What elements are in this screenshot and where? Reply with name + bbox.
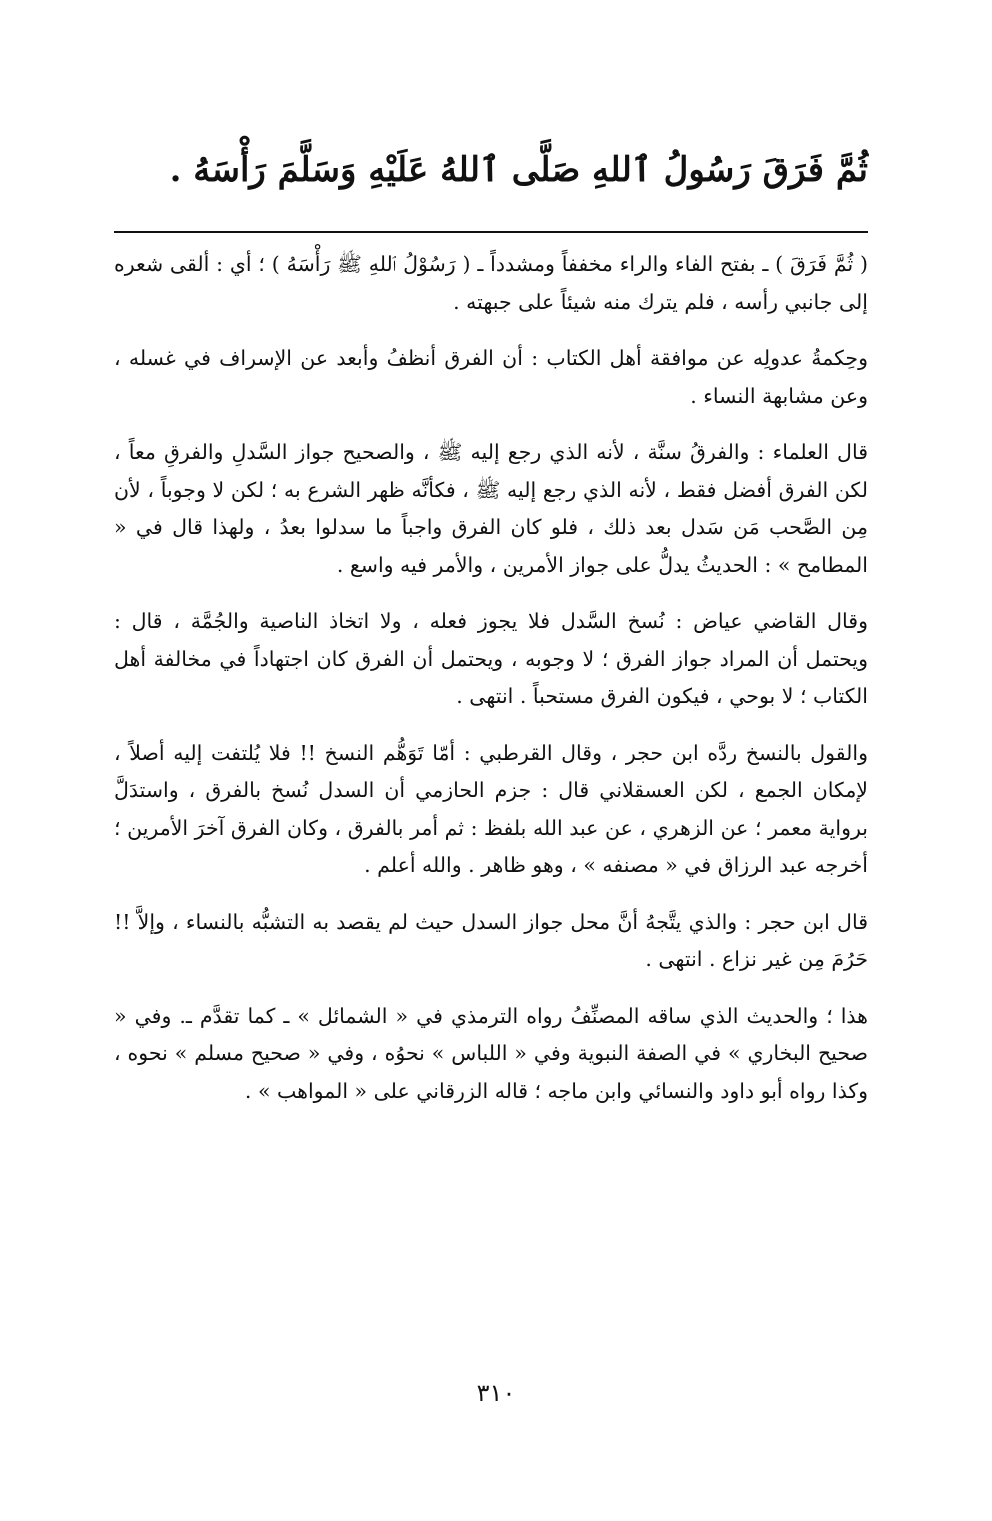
commentary-paragraph-7: هذا ؛ والحديث الذي ساقه المصنِّفُ رواه الترمذي في « الشمائل » ـ كما تقدَّم ـ. وفي « صحيح البخاري » في الصفة النبوية وفي « اللباس » نحوُه ، وفي « صحيح مسلم » نحوه ، وكذا رواه أبو داود والنسائي وابن ماجه ؛ قاله الزرقاني على « المواهب » . [114,1003,868,1103]
commentary-paragraph-1: ( ثُمَّ فَرَقَ ) ـ بفتح الفاء والراء مخففاً ومشدداً ـ ( رَسُوْلُ ٱللهِ ﷺ رَأْسَهُ ) ؛ أي : ألقى شعره إلى جانبي رأسه ، فلم يترك منه شيئاً على جبهته . [114,252,868,314]
commentary-paragraph-5: والقول بالنسخ ردَّه ابن حجر ، وقال القرطبي : أمّا تَوَهُّم النسخ !! فلا يُلتفت إليه أصلاً ، لإمكان الجمع ، لكن العسقلاني قال : جزم الحازمي أن السدل نُسخ بالفرق ، واستدَلَّ برواية معمر ؛ عن الزهري ، عن عبد الله بلفظ : ثم أمر بالفرق ، وكان الفرق آخرَ الأمرين ؛ أخرجه عبد الرزاق في « مصنفه » ، وهو ظاهر . والله أعلم . [114,740,868,877]
commentary-paragraph-3: قال العلماء : والفرقُ سنَّة ، لأنه الذي رجع إليه ﷺ ، والصحيح جواز السَّدلِ والفرقِ معاً ، لكن الفرق أفضل فقط ، لأنه الذي رجع إليه ﷺ ، فكأنَّه ظهر الشرع به ؛ لكن لا وجوباً ، لأن مِن الصَّحب مَن سَدل بعد ذلك ، فلو كان الفرق واجباً ما سدلوا بعدُ ، ولهذا قال في « المطامح » : الحديثُ يدلُّ على جواز الأمرين ، والأمر فيه واسع . [114,440,868,577]
commentary-paragraph-2: وحِكمةُ عدولِه عن موافقة أهل الكتاب : أن الفرق أنظفُ وأبعد عن الإسراف في غسله ، وعن مشابهة النساء . [114,346,868,408]
hadith-text: ثُمَّ فَرَقَ رَسُولُ ٱللهِ صَلَّى ٱللهُ عَلَيْهِ وَسَلَّمَ رَأْسَهُ . [169,150,868,190]
footnote-divider [114,231,868,233]
commentary-paragraph-4: وقال القاضي عياض : نُسخ السَّدل فلا يجوز فعله ، ولا اتخاذ الناصية والجُمَّة ، قال : ويحتمل أن المراد جواز الفرق ؛ لا وجوبه ، ويحتمل أن الفرق كان اجتهاداً في مخالفة أهل الكتاب ؛ لا بوحي ، فيكون الفرق مستحباً . انتهى . [114,609,868,708]
commentary-paragraph-6: قال ابن حجر : والذي يتَّجهُ أنَّ محل جواز السدل حيث لم يقصد به التشبُّه بالنساء ، وإلاَّ !! حَرُمَ مِن غير نزاع . انتهى . [114,909,868,971]
commentary-body [114,246,868,1129]
page-number: ٣١٠ [476,1379,516,1407]
